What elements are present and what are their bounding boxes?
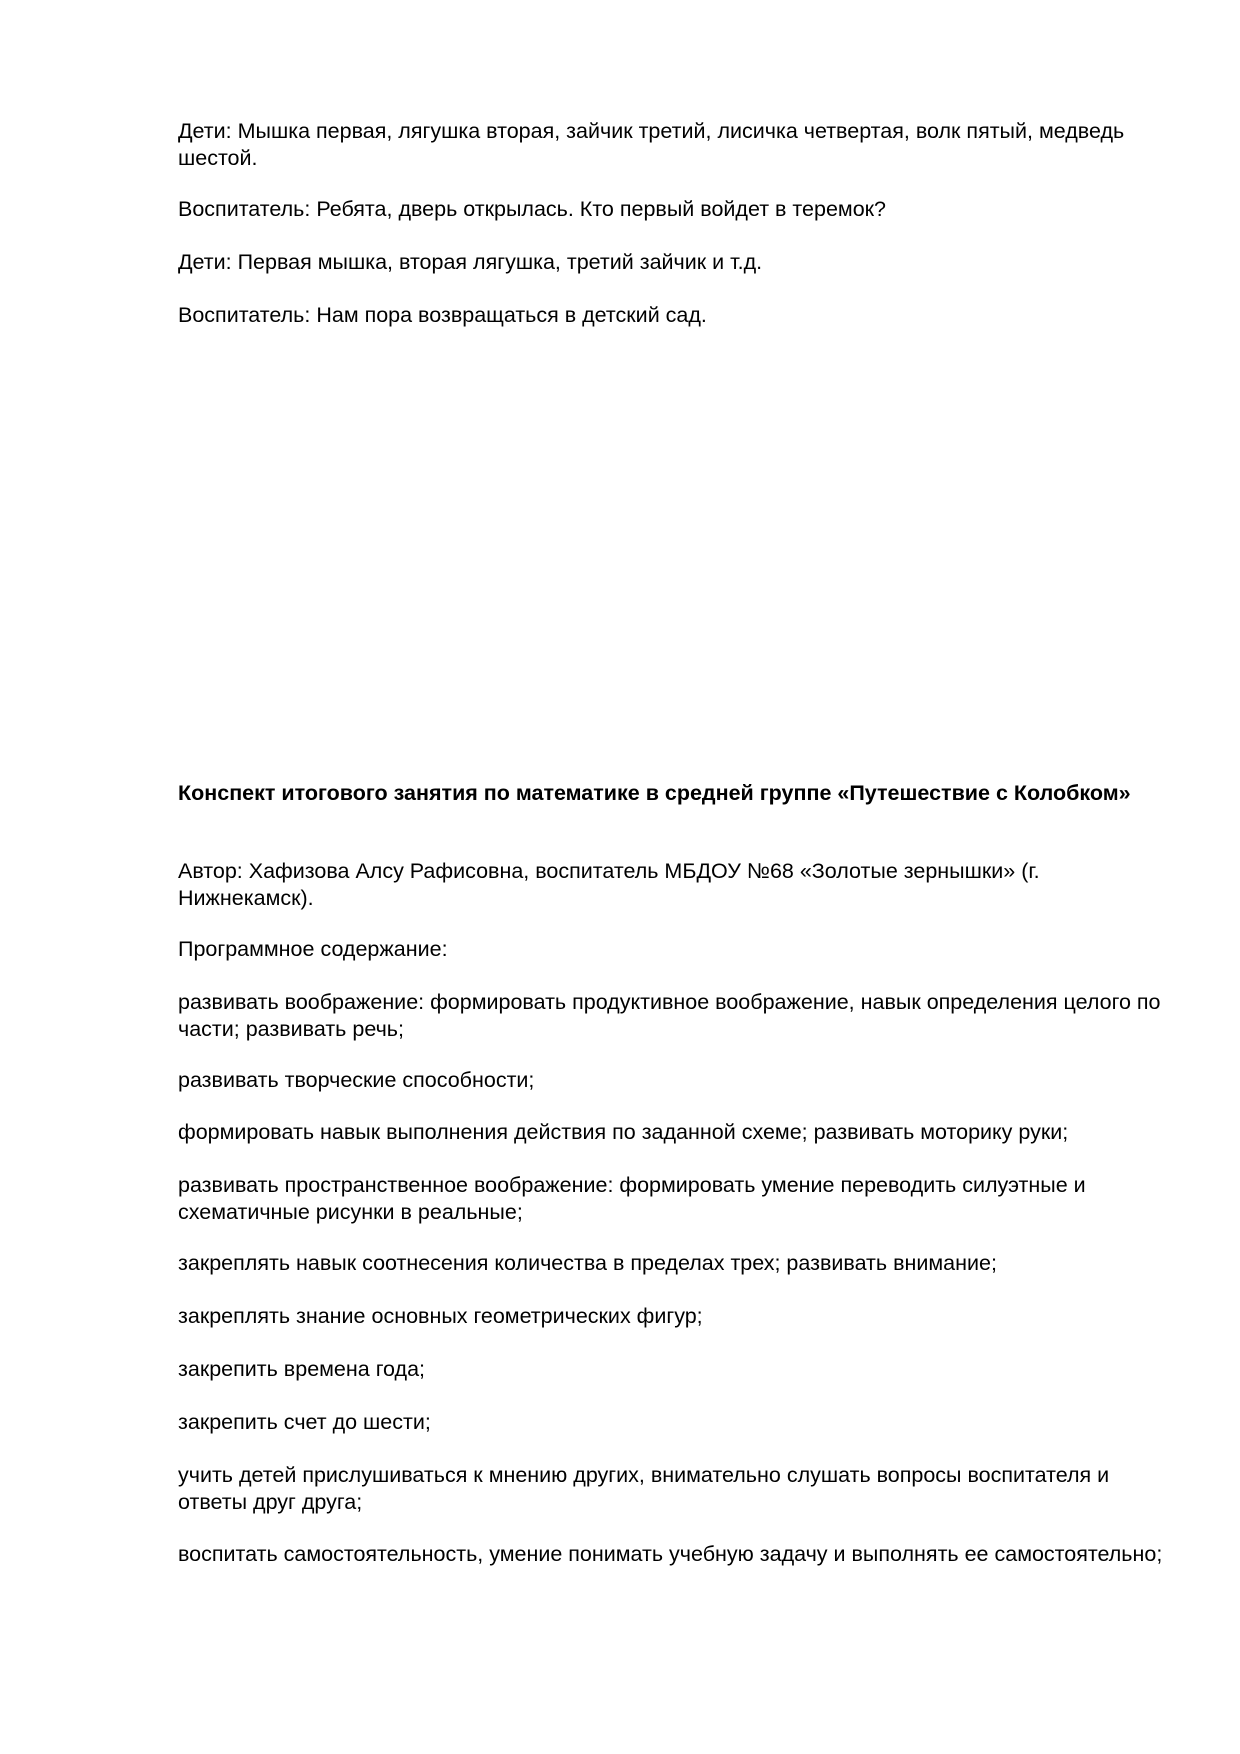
list-item: закрепить времена года; <box>178 1357 426 1381</box>
list-item: учить детей прислушиваться к мнению других, внимательно слушать вопросы воспитателя и ответы друг друга; <box>178 1463 1110 1514</box>
list-item: закреплять навык соотнесения количества в пределах трех; развивать внимание; <box>178 1251 997 1275</box>
list-item: развивать творческие способности; <box>178 1068 535 1092</box>
dialogue-line: Воспитатель: Нам пора возвращаться в детский сад. <box>178 303 707 327</box>
dialogue-line: Дети: Первая мышка, вторая лягушка, третий зайчик и т.д. <box>178 250 763 274</box>
list-item: закрепить счет до шести; <box>178 1410 431 1434</box>
dialogue-line: Дети: Мышка первая, лягушка вторая, зайчик третий, лисичка четвертая, волк пятый, медведь шестой. <box>178 119 1125 170</box>
section-heading: Программное содержание: <box>178 937 448 961</box>
article-author: Автор: Хафизова Алсу Рафисовна, воспитатель МБДОУ №68 «Золотые зернышки» (г. Нижнекамск). <box>178 859 1040 910</box>
list-item: развивать пространственное воображение: формировать умение переводить силуэтные и схематичные рисунки в реальные; <box>178 1173 1086 1224</box>
list-item: воспитать самостоятельность, умение понимать учебную задачу и выполнять ее самостоятельно; <box>178 1542 1163 1566</box>
dialogue-line: Воспитатель: Ребята, дверь открылась. Кто первый войдет в теремок? <box>178 197 887 221</box>
list-item: развивать воображение: формировать продуктивное воображение, навык определения целого по части; развивать речь; <box>178 990 1161 1041</box>
list-item: формировать навык выполнения действия по заданной схеме; развивать моторику руки; <box>178 1120 1069 1144</box>
list-item: закреплять знание основных геометрических фигур; <box>178 1304 703 1328</box>
article-title: Конспект итогового занятия по математике в средней группе «Путешествие с Колобком» <box>178 781 1131 805</box>
